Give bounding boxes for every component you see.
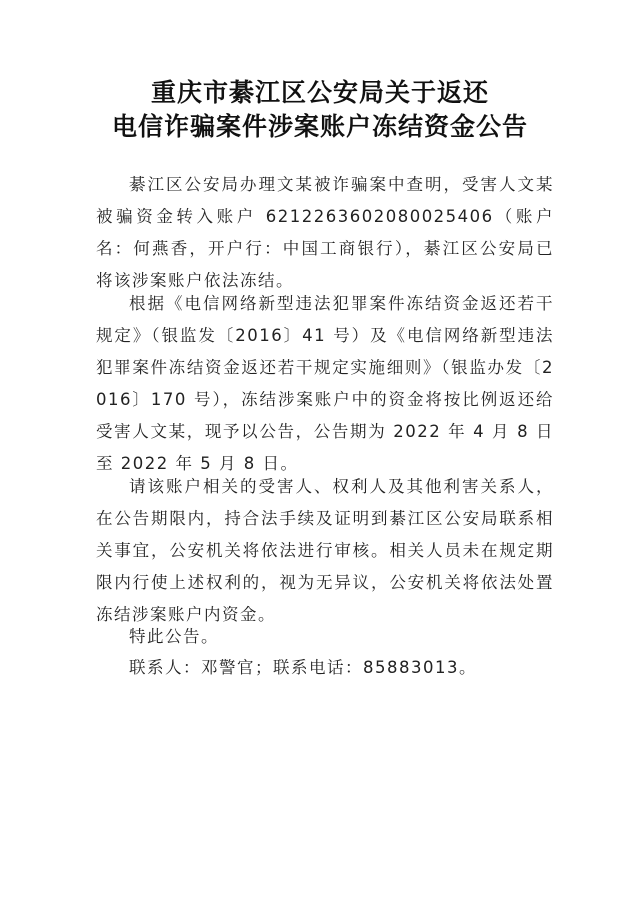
paragraph-contact: 联系人：邓警官；联系电话：85883013。 xyxy=(129,658,477,677)
paragraph-container-4 xyxy=(96,621,554,653)
paragraph-case-facts: 綦江区公安局办理文某被诈骗案中查明，受害人文某被骗资金转入账户 6212263602080025406（账户名：何燕香，开户行：中国工商银行），綦江区公安局已将该涉案账户依法冻结。 xyxy=(96,175,554,290)
paragraph-legal-basis: 根据《电信网络新型违法犯罪案件冻结资金返还若干规定》（银监发〔2016〕41 号）及《电信网络新型违法犯罪案件冻结资金返还若干规定实施细则》（银监办发〔2016〕170 号），冻结涉案账户中的资金将按比例返还给受害人文某，现予以公告，公告期为 2022 年 4 月 8 日至 2022 年 5 月 8 日。 xyxy=(96,294,554,473)
paragraph-container-2 xyxy=(96,288,554,480)
paragraph-closing: 特此公告。 xyxy=(129,627,219,646)
paragraph-container-1 xyxy=(96,169,554,297)
paragraph-container-3 xyxy=(96,471,554,631)
paragraph-container-5 xyxy=(96,652,554,684)
document-title-line-2: 电信诈骗案件涉案账户冻结资金公告 xyxy=(111,112,528,141)
paragraph-claim-instructions: 请该账户相关的受害人、权利人及其他利害关系人，在公告期限内，持合法手续及证明到綦江区公安局联系相关事宜，公安机关将依法进行审核。相关人员未在规定期限内行使上述权利的，视为无异议，公安机关将依法处置冻结涉案账户内资金。 xyxy=(96,477,554,624)
document-title-line-1: 重庆市綦江区公安局关于返还 xyxy=(150,78,489,107)
